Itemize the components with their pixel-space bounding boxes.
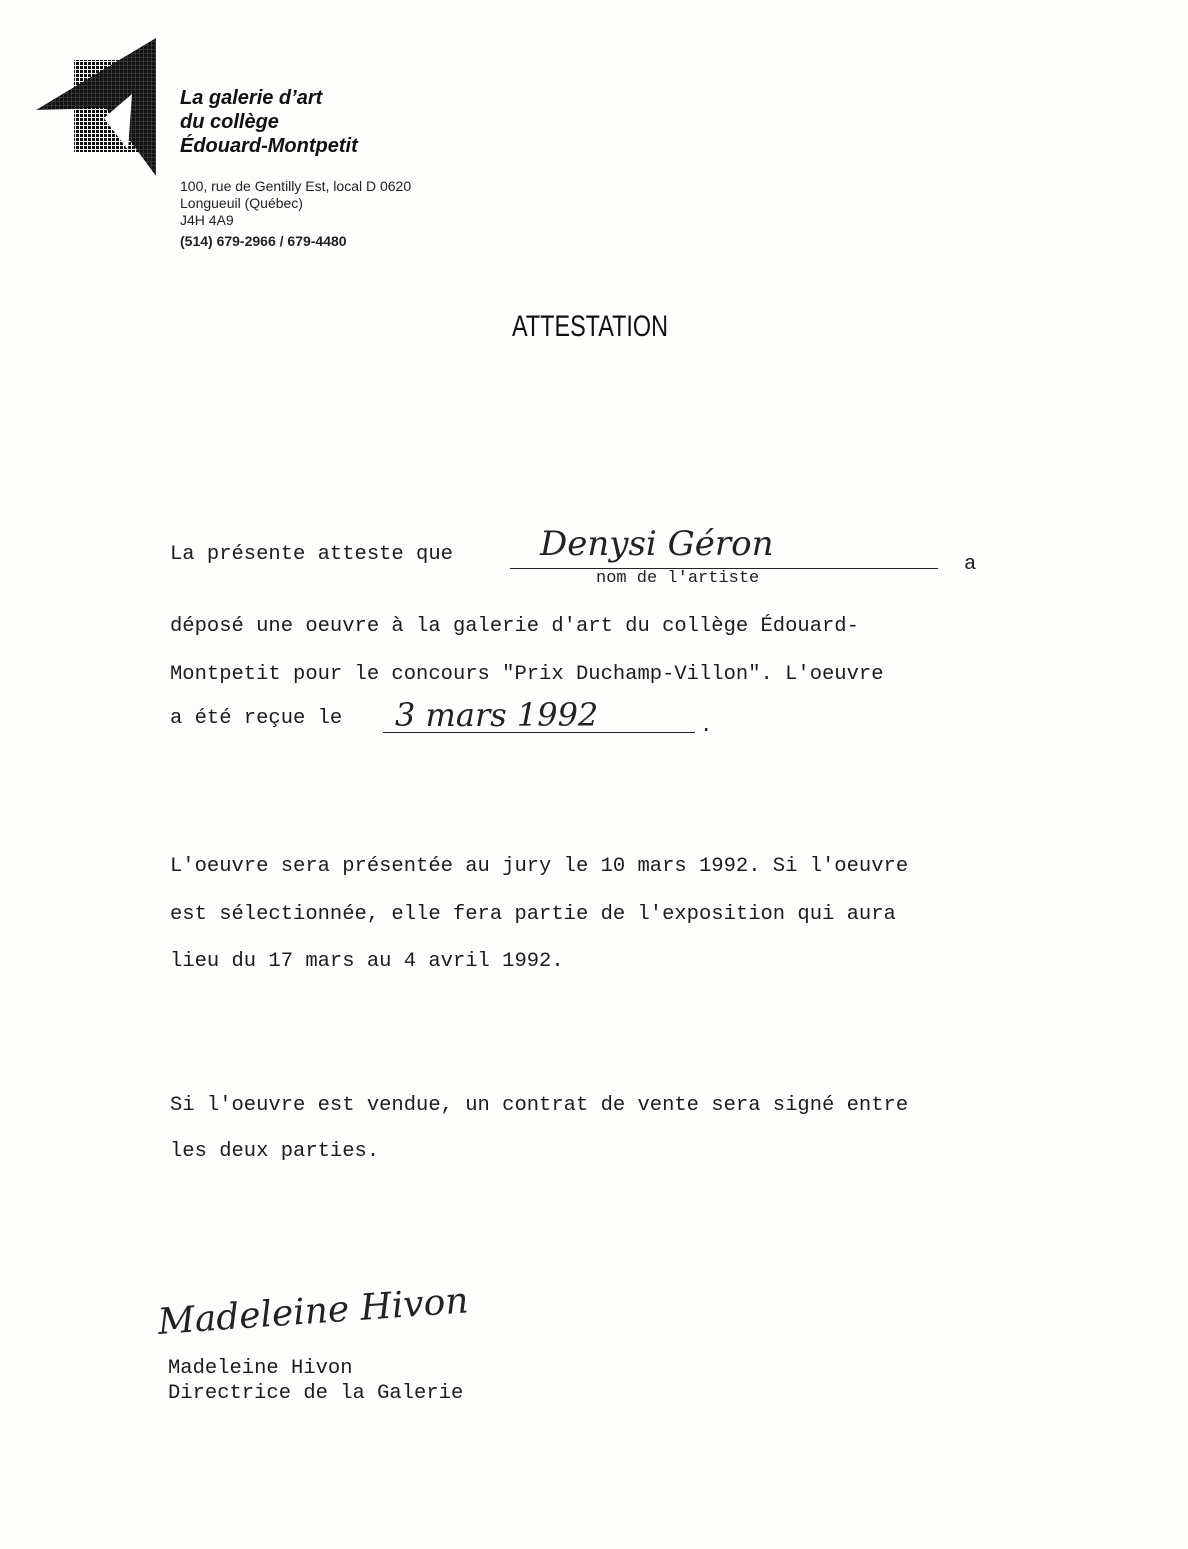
signatory-name: Madeleine Hivon (168, 1357, 353, 1380)
paragraph1-line: Montpetit pour le concours "Prix Duchamp-Villon". L'oeuvre (170, 663, 884, 686)
address-line: Longueuil (Québec) (180, 195, 303, 211)
phone-number: (514) 679-2966 / 679-4480 (180, 233, 347, 249)
gallery-address (180, 178, 411, 250)
paragraph2-line: L'oeuvre sera présentée au jury le 10 mars 1992. Si l'oeuvre (170, 855, 909, 878)
received-suffix: . (700, 715, 713, 738)
received-prefix: a été reçue le (170, 707, 343, 730)
paragraph3-line: Si l'oeuvre est vendue, un contrat de vente sera signé entre (170, 1094, 909, 1117)
paragraph3-line: les deux parties. (170, 1140, 380, 1163)
gallery-name-line: Édouard-Montpetit (180, 135, 358, 157)
gallery-logo-icon (36, 38, 166, 178)
address-line: 100, rue de Gentilly Est, local D 0620 (180, 178, 412, 194)
gallery-name-line: La galerie d’art (180, 87, 323, 109)
attest-intro: La présente atteste que (170, 543, 453, 566)
document-title: ATTESTATION (512, 310, 668, 343)
signature-handwritten: Madeleine Hivon (156, 1280, 470, 1343)
paragraph2-line: lieu du 17 mars au 4 avril 1992. (170, 950, 564, 973)
attest-trailing: a (964, 553, 977, 576)
paragraph1-line: déposé une oeuvre à la galerie d'art du collège Édouard- (170, 615, 859, 638)
address-line: J4H 4A9 (180, 212, 234, 228)
gallery-name-line: du collège (180, 111, 279, 133)
received-date-handwritten: 3 mars 1992 (395, 696, 599, 734)
artist-name-caption: nom de l'artiste (596, 569, 760, 588)
paragraph2-line: est sélectionnée, elle fera partie de l'exposition qui aura (170, 903, 896, 926)
signatory-role: Directrice de la Galerie (168, 1382, 464, 1405)
gallery-name (180, 86, 358, 158)
artist-name-handwritten: Denysi Géron (540, 524, 774, 564)
